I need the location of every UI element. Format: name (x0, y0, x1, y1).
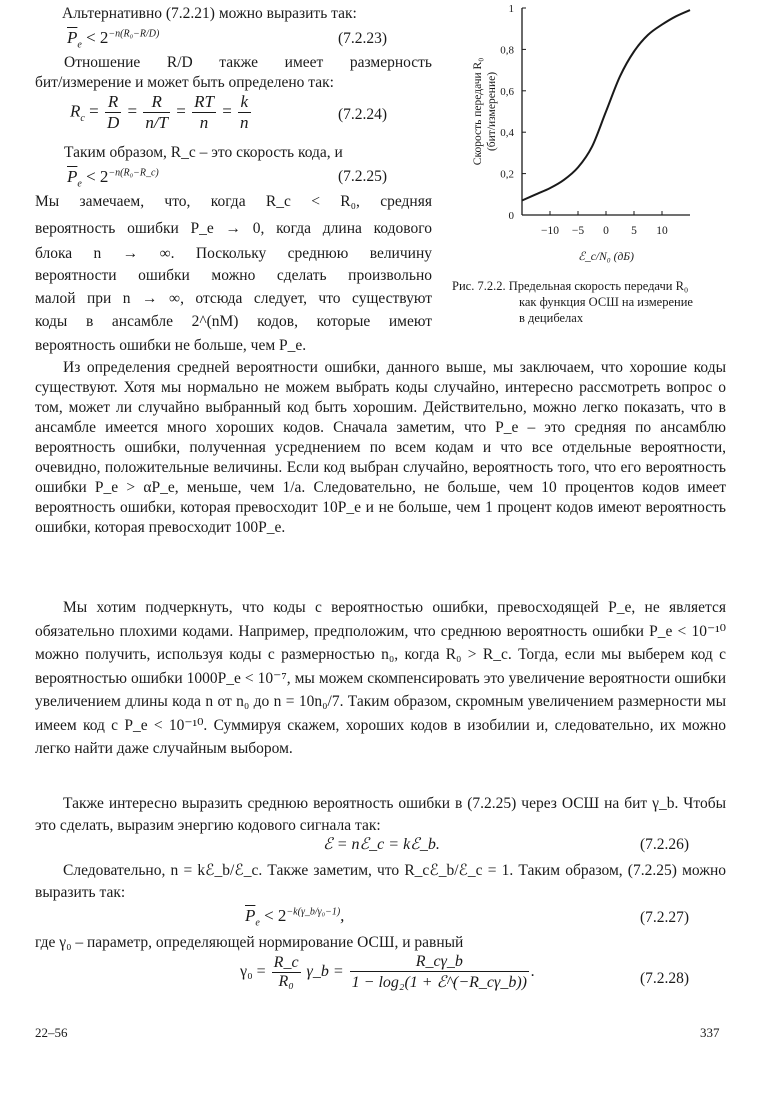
caption-line-1: Предельная скорость передачи R₀ (508, 279, 689, 293)
paragraph-5: где γ₀ – параметр, определяющей нормирование ОСШ, и равный (35, 934, 464, 951)
caption-line-3: в децибелах (519, 311, 584, 325)
page-number: 337 (700, 1025, 720, 1040)
figure-caption (452, 279, 688, 294)
left-line-1: Альтернативно (7.2.21) можно выразить так: (62, 5, 357, 22)
chart-ticks (500, 3, 668, 237)
y-axis-label-line-1: Скорость передачи R₀ (472, 57, 484, 166)
equation-7-2-28: γ₀ = $\frac{R\_c}{\text{R₀}}$ γ_b = $\frac{R\_c\gamma\_b}{\text{1 − log₂(1 + ℰ\textasciicircum{}(−R\_cγ\_b))}}$ . (240, 953, 535, 991)
footer-signature: 22–56 (35, 1025, 68, 1040)
r0-chart (445, 0, 745, 275)
left-line-5: Мы замечаем, что, когда R_c < R₀, средняя (35, 193, 432, 210)
x-tick-label: −5 (571, 225, 585, 237)
equation-number: (7.2.25) (338, 168, 388, 185)
left-line-2: Отношение R/D также имеет размерность (64, 54, 432, 71)
left-line-8: вероятности ошибки можно сделать произвольно (35, 267, 432, 284)
left-line-4: Таким образом, R_c – это скорость кода, и (64, 144, 343, 161)
y-axis-label (472, 58, 498, 165)
left-line-10: коды в ансамбле 2^(nM) кодов, которые имеют (35, 313, 432, 330)
y-tick-label: 0,8 (500, 44, 514, 57)
y-tick-label: 0,2 (500, 168, 514, 181)
y-axis-label-line-2: (бит/измерение) (486, 71, 498, 152)
x-axis-label (578, 251, 634, 263)
y-tick-label: 0,4 (500, 127, 514, 140)
series-line-r0 (522, 10, 690, 200)
equation-7-2-23: $\overline{P}_e < 2^{-n(R_0-R/D)}$ (67, 28, 160, 51)
equation-7-2-25: $\overline{P}_e < 2^{-n(R_0-R\_c)}$ (67, 167, 159, 190)
x-tick-label: 10 (656, 225, 668, 237)
figure-7-2-2 (445, 0, 745, 335)
equation-7-2-27: $\overline{P}_e < 2^{-k(\gamma\_b/\gamma_0-1)}$, (245, 906, 345, 929)
paragraph-4: Следовательно, n = kℰ_b/ℰ_c. Также заметим, что R_cℰ_b/ℰ_c = 1. Таким образом, (7.2.25) можно выразить так: (35, 862, 727, 901)
x-axis-label-text: ℰ_c/N₀ (дБ) (578, 251, 634, 263)
caption-line-2: как функция ОСШ на измерение (519, 295, 693, 309)
figure-number: Рис. 7.2.2. (452, 279, 506, 293)
paragraph-1: Из определения средней вероятности ошибки, данного выше, мы заключаем, что хорошие коды существуют. Хотя мы нормально не можем выбрать коды случайно, интересно рассмотреть вопрос о том, может ли случайно выбранный код быть хорошим. Действительно, можно легко показать, что в ансамбле имеется много хороших кодов. Сначала заметим, что P_e – это средняя по ансамблю вероятность ошибки, полученная усреднением по всем кодам и что все отдельные вероятности, очевидно, положительные величины. Если код выбран случайно, вероятность того, что его вероятность ошибки P_e > αP_e, меньше, чем 1/a. Следовательно, не больше, чем 10 процентов кодов имеет вероятность ошибки, которая превосходит 10P_e и не больше, чем 1 процент кодов имеют вероятность ошибки, которая превосходит 100P_e. (35, 359, 727, 536)
x-tick-label: 0 (603, 225, 609, 237)
left-line-6: вероятность ошибки P_e → 0, когда длина кодового (35, 220, 432, 237)
equation-number: (7.2.27) (640, 909, 690, 926)
y-tick-label: 1 (508, 3, 514, 15)
left-line-9: малой при n → ∞, отсюда следует, что существуют (35, 290, 432, 307)
left-line-3: бит/измерение и может быть определено так: (35, 74, 334, 91)
equation-7-2-24: $R_c$ = $\frac{R}{D}$ = $\frac{R}{n/T}$ = $\frac{RT}{n}$ = $\frac{k}{n}$ (70, 92, 249, 132)
equation-number: (7.2.24) (338, 106, 388, 123)
paragraph-3: Также интересно выразить среднюю вероятность ошибки в (7.2.25) через ОСШ на бит γ_b. Чтобы это сделать, выразим энергию кодового сигнала так: (35, 795, 726, 834)
x-tick-label: 5 (631, 225, 637, 237)
x-tick-label: −10 (541, 225, 559, 237)
equation-number: (7.2.23) (338, 30, 388, 47)
equation-7-2-26: ℰ = nℰ_c = kℰ_b. (323, 836, 440, 853)
y-tick-label: 0,6 (500, 85, 514, 98)
equation-number: (7.2.28) (640, 970, 690, 987)
left-line-7: блока n → ∞. Поскольку среднюю величину (35, 245, 432, 262)
chart-series (522, 10, 690, 200)
equation-number: (7.2.26) (640, 836, 690, 853)
y-tick-label: 0 (508, 210, 514, 222)
left-line-11: вероятность ошибки не больше, чем P_e. (35, 337, 307, 354)
paragraph-2: Мы хотим подчеркнуть, что коды с вероятностью ошибки, превосходящей P_e, не является обязательно плохими кодами. Например, предположим, что среднюю вероятность ошибки P_e < 10⁻¹⁰ можно получить, используя коды с размерностью n₀, когда R₀ > R_c. Тогда, если мы выберем код с вероятностью ошибки 1000P_e < 10⁻⁷, мы можем скомпенсировать это увеличение вероятности ошибки увеличением длины кода n от n₀ до n = 10n₀/7. Таким образом, скромным увеличением размерности мы имеем код с P_e < 10⁻¹⁰. Суммируя скажем, хороших кодов в изобилии и, следовательно, их можно легко найти даже случайным выбором. (35, 599, 727, 757)
